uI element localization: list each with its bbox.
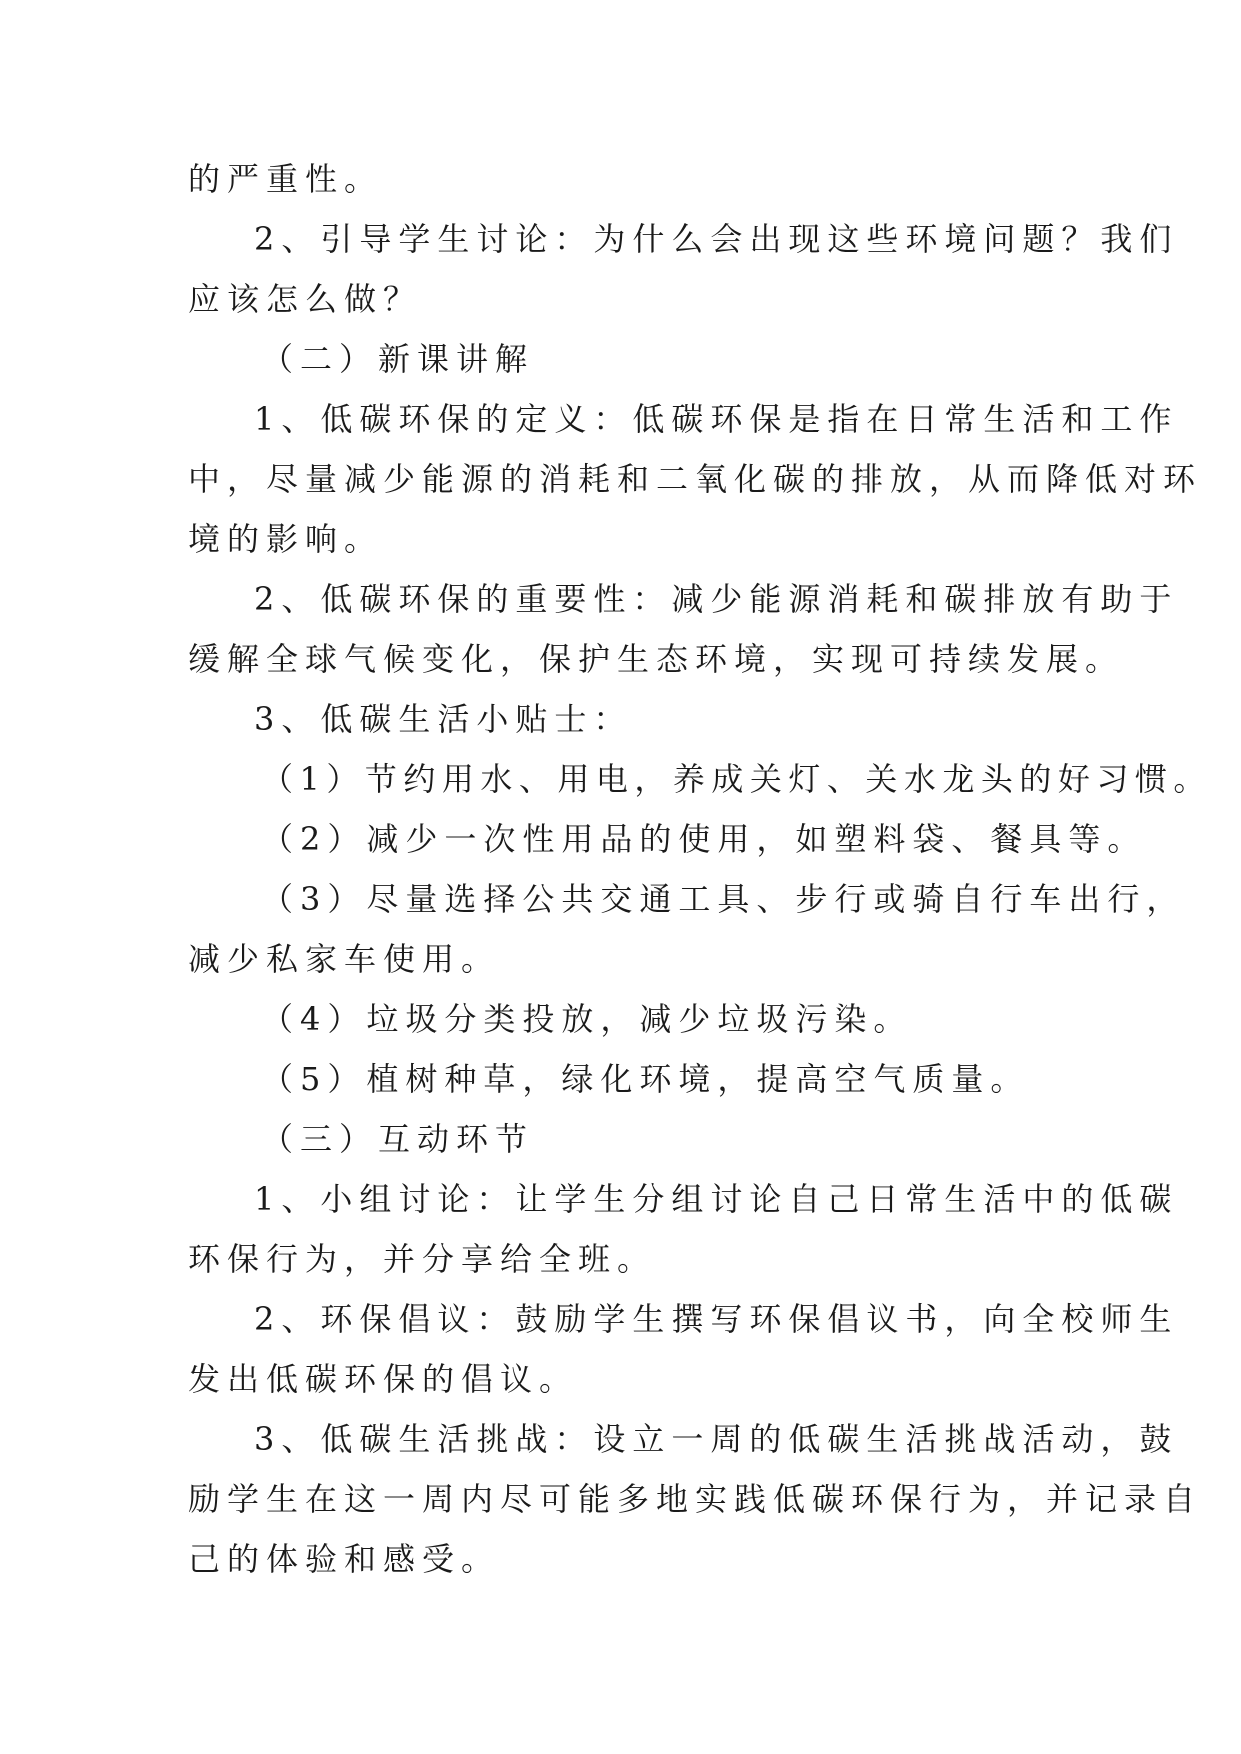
text-line: 己的体验和感受。 <box>188 1540 501 1578</box>
list-item: （1）节约用水、用电，养成关灯、关水龙头的好习惯。 <box>261 760 1212 798</box>
text-line: 环保行为，并分享给全班。 <box>188 1240 657 1278</box>
section-heading: （二）新课讲解 <box>261 340 535 378</box>
text-line: 3、低碳生活挑战：设立一周的低碳生活挑战活动，鼓 <box>254 1420 1179 1458</box>
list-item: （4）垃圾分类投放，减少垃圾污染。 <box>261 1000 913 1038</box>
list-item: （3）尽量选择公共交通工具、步行或骑自行车出行， <box>261 880 1186 918</box>
text-line: 缓解全球气候变化，保护生态环境，实现可持续发展。 <box>188 640 1125 678</box>
text-line: 1、小组讨论：让学生分组讨论自己日常生活中的低碳 <box>254 1180 1179 1218</box>
text-line: 应该怎么做？ <box>188 280 423 318</box>
text-line: 3、低碳生活小贴士： <box>254 700 633 738</box>
section-heading: （三）互动环节 <box>261 1120 535 1158</box>
text-line: 境的影响。 <box>188 520 384 558</box>
text-line: 中，尽量减少能源的消耗和二氧化碳的排放，从而降低对环 <box>188 460 1203 498</box>
text-line: 2、引导学生讨论：为什么会出现这些环境问题？我们 <box>254 220 1179 258</box>
text-line: 减少私家车使用。 <box>188 940 501 978</box>
text-line: 励学生在这一周内尽可能多地实践低碳环保行为，并记录自 <box>188 1480 1203 1518</box>
text-line: 2、低碳环保的重要性：减少能源消耗和碳排放有助于 <box>254 580 1179 618</box>
text-line: 2、环保倡议：鼓励学生撰写环保倡议书，向全校师生 <box>254 1300 1179 1338</box>
text-line: 1、低碳环保的定义：低碳环保是指在日常生活和工作 <box>254 400 1179 438</box>
list-item: （5）植树种草，绿化环境，提高空气质量。 <box>261 1060 1030 1098</box>
list-item: （2）减少一次性用品的使用，如塑料袋、餐具等。 <box>261 820 1147 858</box>
text-line: 的严重性。 <box>188 160 384 198</box>
text-line: 发出低碳环保的倡议。 <box>188 1360 579 1398</box>
